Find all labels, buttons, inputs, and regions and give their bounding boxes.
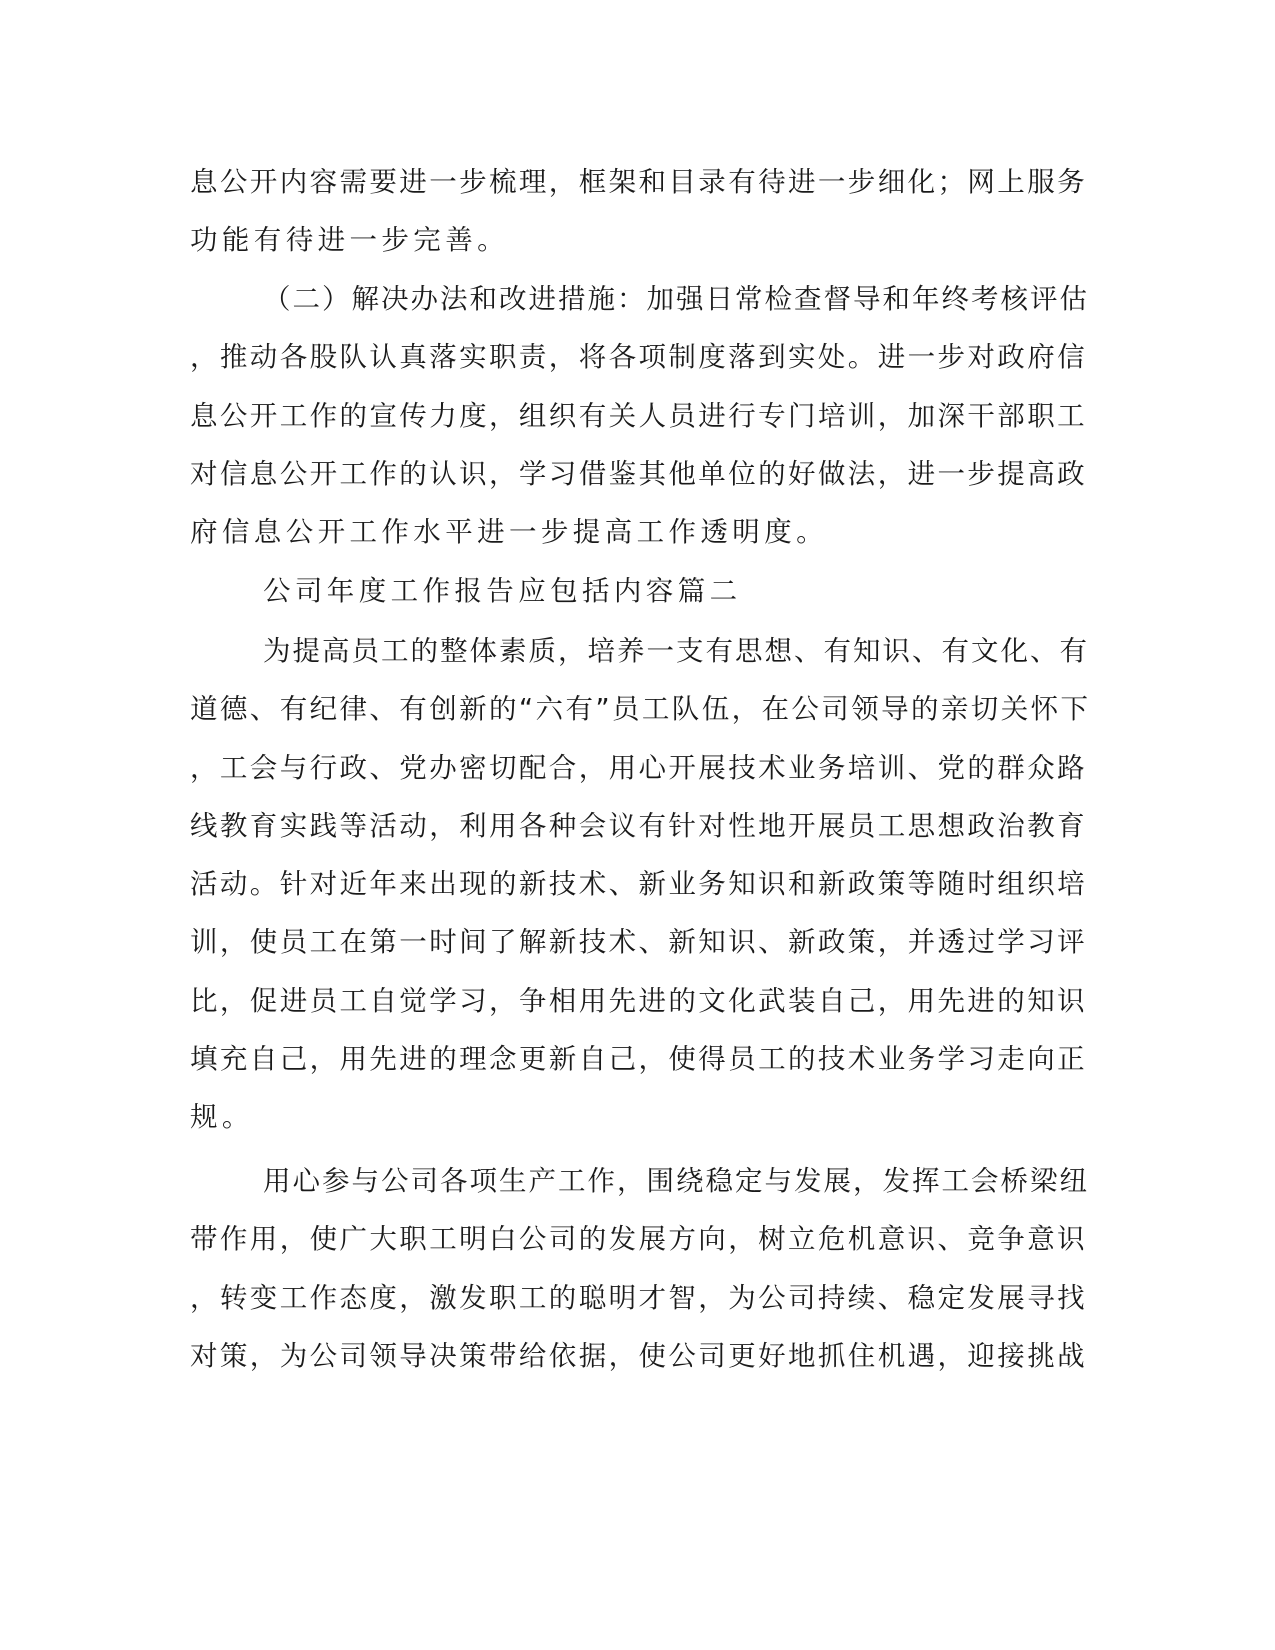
text-line: 规。 bbox=[190, 1101, 254, 1134]
text-line: ，工会与行政、党办密切配合，用心开展技术业务培训、党的群众路 bbox=[190, 751, 1087, 784]
paragraph-solutions bbox=[190, 270, 1090, 561]
text-line: 填充自己，用先进的理念更新自己，使得员工的技术业务学习走向正 bbox=[190, 1043, 1087, 1076]
text-line: 用心参与公司各项生产工作，围绕稳定与发展，发挥工会桥梁纽 bbox=[263, 1165, 1089, 1197]
paragraph-problems-continued bbox=[190, 153, 1090, 270]
text-line: 道德、有纪律、有创新的“六有”员工队伍，在公司领导的亲切关怀下 bbox=[190, 693, 1091, 726]
text-line: 对信息公开工作的认识，学习借鉴其他单位的好做法，进一步提高政 bbox=[190, 457, 1087, 490]
text-line: 带作用，使广大职工明白公司的发展方向，树立危机意识、竞争意识 bbox=[190, 1223, 1087, 1256]
text-line: 息公开工作的宣传力度，组织有关人员进行专门培训，加深干部职工 bbox=[190, 399, 1087, 432]
text-line: 为提高员工的整体素质，培养一支有思想、有知识、有文化、有 bbox=[263, 635, 1089, 667]
text-line: （二）解决办法和改进措施：加强日常检查督导和年终考核评估 bbox=[263, 283, 1089, 315]
section-heading bbox=[190, 562, 1090, 620]
section-heading-text: 公司年度工作报告应包括内容篇二 bbox=[263, 575, 742, 607]
text-line: ，推动各股队认真落实职责，将各项制度落到实处。进一步对政府信 bbox=[190, 341, 1087, 374]
paragraph-production-work bbox=[190, 1152, 1090, 1385]
text-line: 对策，为公司领导决策带给依据，使公司更好地抓住机遇，迎接挑战 bbox=[190, 1339, 1087, 1372]
text-line: 功能有待进一步完善。 bbox=[190, 224, 509, 257]
text-line: 线教育实践等活动，利用各种会议有针对性地开展员工思想政治教育 bbox=[190, 809, 1087, 842]
text-line: 府信息公开工作水平进一步提高工作透明度。 bbox=[190, 516, 828, 549]
text-line: 活动。针对近年来出现的新技术、新业务知识和新政策等随时组织培 bbox=[190, 868, 1087, 901]
text-line: 息公开内容需要进一步梳理，框架和目录有待进一步细化；网上服务 bbox=[190, 166, 1087, 198]
text-line: 训，使员工在第一时间了解新技术、新知识、新政策，并透过学习评 bbox=[190, 926, 1087, 959]
paragraph-staff-training bbox=[190, 622, 1090, 1147]
text-line: 比，促进员工自觉学习，争相用先进的文化武装自己，用先进的知识 bbox=[190, 984, 1087, 1017]
text-line: ，转变工作态度，激发职工的聪明才智，为公司持续、稳定发展寻找 bbox=[190, 1281, 1087, 1314]
